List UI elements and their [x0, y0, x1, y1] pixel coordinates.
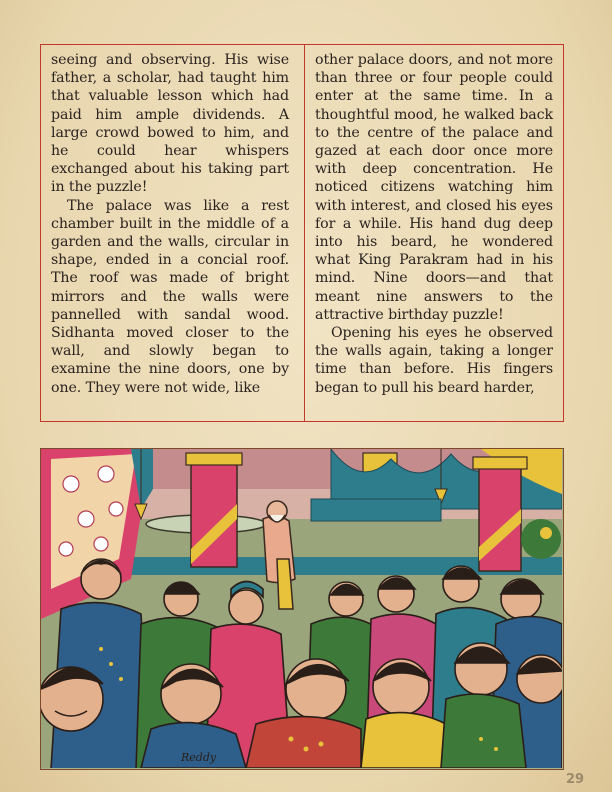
artist-signature: Reddy	[181, 751, 217, 764]
page-number: 29	[566, 772, 585, 787]
story-paragraph: seeing and observing. His wise father, a scholar, had taught him that valuable lesson which had paid him ample dividends. A large crowd bowed to him, and he could hear whispers exchanged about his taking part in the puzzle!	[51, 52, 289, 196]
column-divider	[304, 45, 305, 421]
palace-crowd-illustration	[40, 448, 564, 770]
story-column-right	[315, 51, 553, 397]
story-paragraph: The palace was like a rest chamber built in the middle of a garden and the walls, circular in shape, ended in a concial roof. The roof was made of bright mirrors and the walls were pannelled with sandal wood. Sidhanta moved closer to the wall, and slowly began to examine the nine doors, one by one. They were not wide, like	[51, 197, 289, 396]
story-paragraph: Opening his eyes he observed the walls again, taking a longer time than before. His fingers began to pull his beard harder,	[315, 325, 553, 396]
story-paragraph: other palace doors, and not more than three or four people could enter at the same time. In a thoughtful mood, he walked back to the centre of the palace and gazed at each door once more with deep concentration. He noticed citizens watching him with interest, and closed his eyes for a while. His hand dug deep into his beard, he wondered what King Parakram had in his mind. Nine doors—and that meant nine answers to the attractive birthday puzzle!	[315, 52, 553, 323]
story-text-frame	[40, 44, 564, 422]
story-column-left	[51, 51, 289, 397]
